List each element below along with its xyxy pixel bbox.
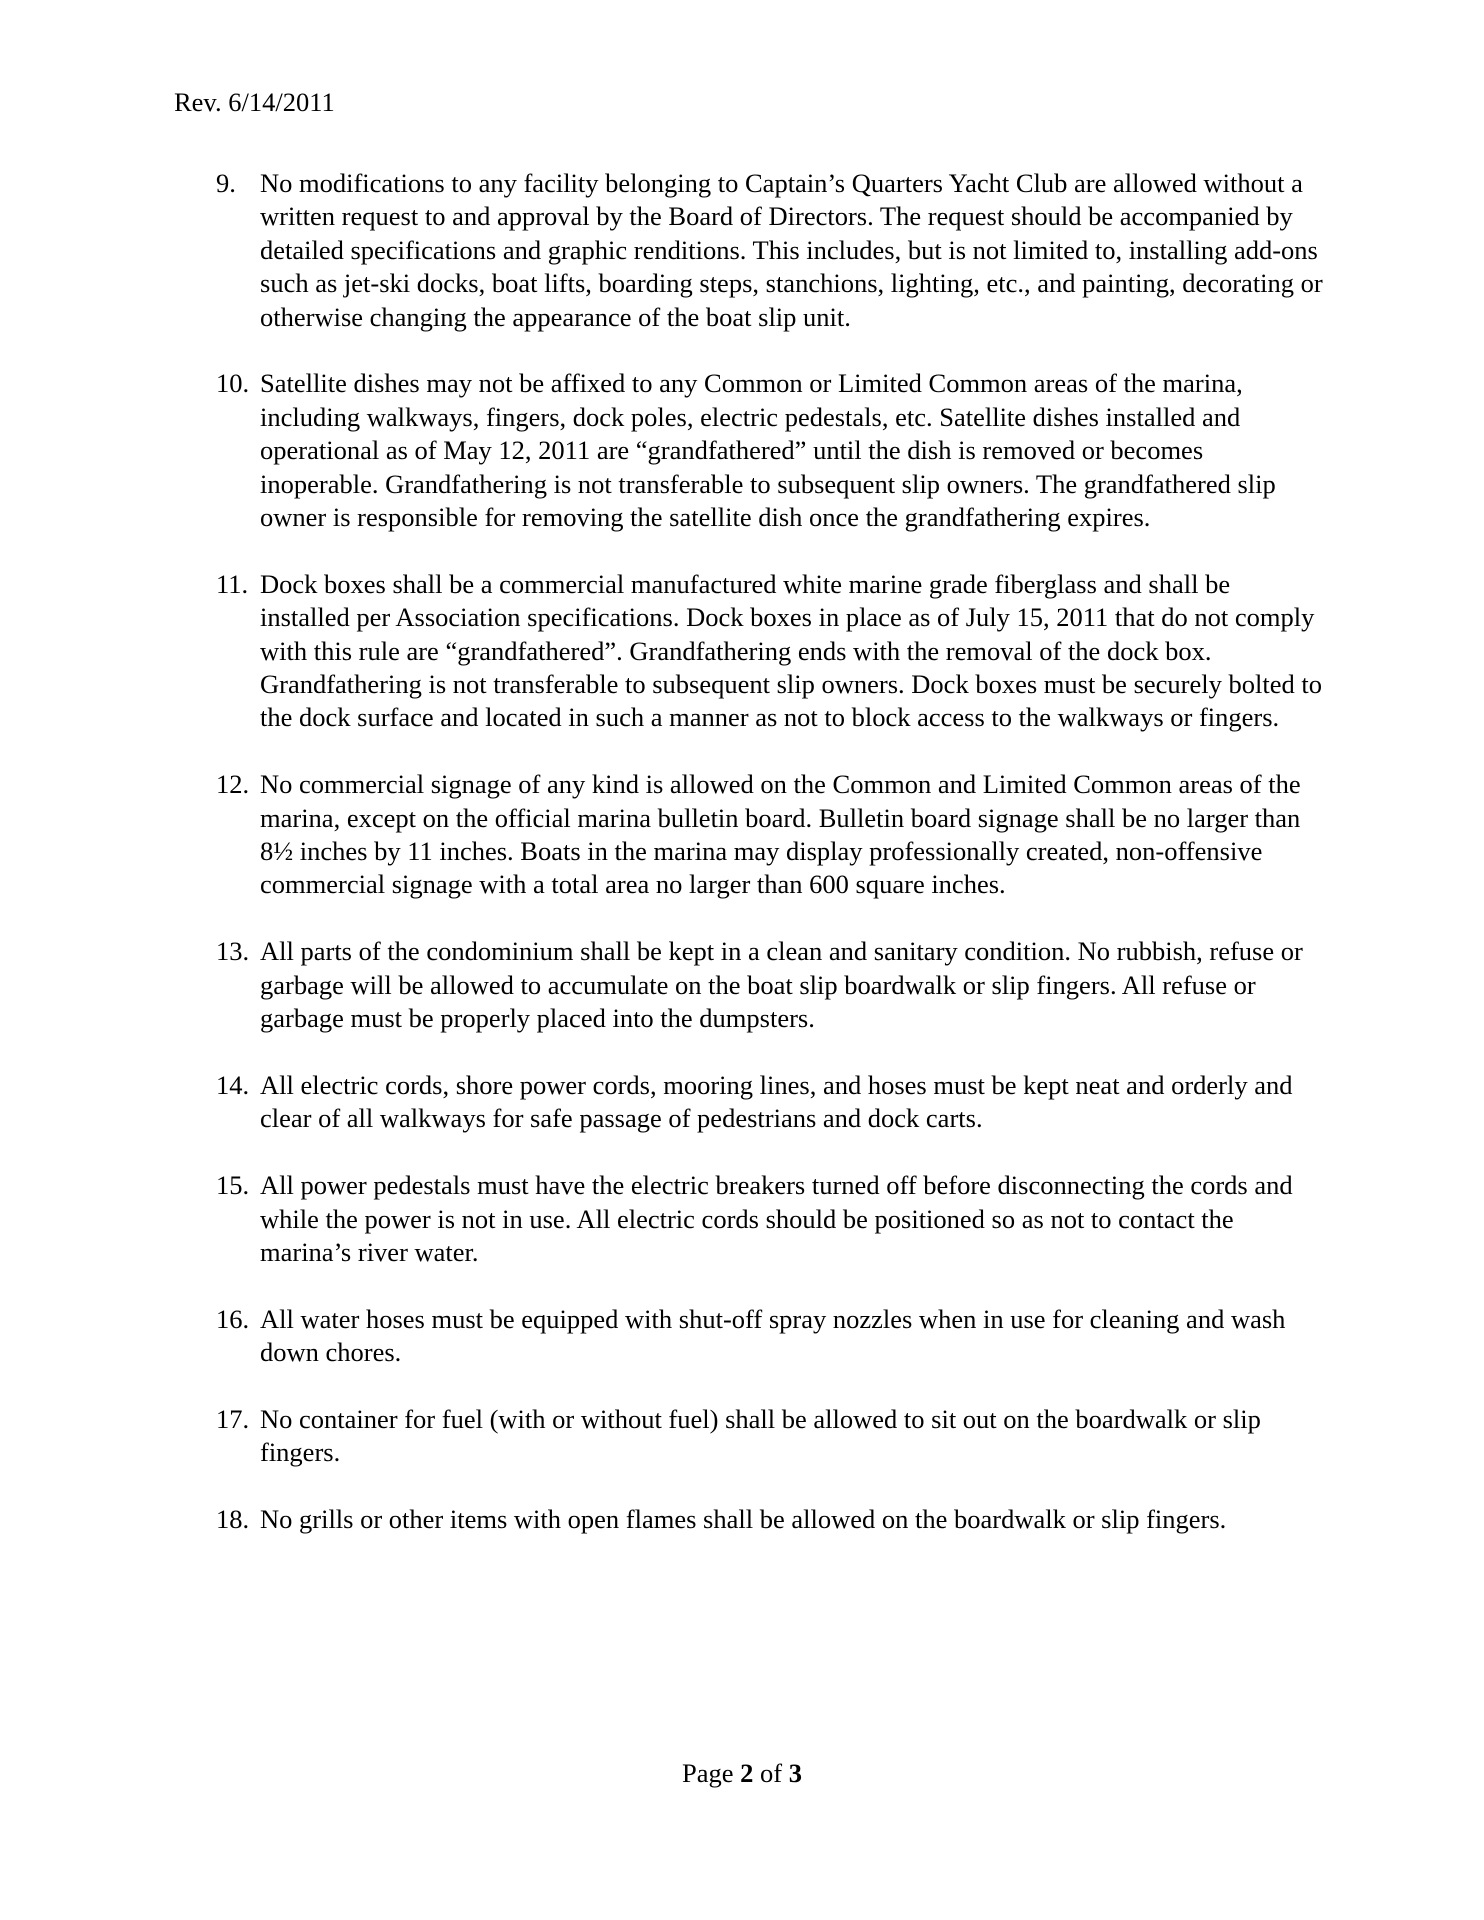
of-word: of bbox=[760, 1758, 783, 1788]
list-item bbox=[216, 1169, 1326, 1269]
rule-text: All electric cords, shore power cords, mooring lines, and hoses must be kept neat and orderly and clear of all walkways for safe passage of pedestrians and dock carts. bbox=[260, 1069, 1293, 1134]
rule-text: All power pedestals must have the electric breakers turned off before disconnecting the cords and while the power is not in use. All electric cords should be positioned so as not to contact the marina’s river water. bbox=[260, 1170, 1293, 1267]
list-item bbox=[216, 1069, 1326, 1136]
rule-text: No modifications to any facility belonging to Captain’s Quarters Yacht Club are allowed without a written request to and approval by the Board of Directors. The request should be accompanied by detailed specifications and graphic renditions. This includes, but is not limited to, installing add-ons such as jet-ski docks, boat lifts, boarding steps, stanchions, lighting, etc., and painting, decorating or otherwise changing the appearance of the boat slip unit. bbox=[260, 168, 1323, 332]
rule-text: Dock boxes shall be a commercial manufactured white marine grade fiberglass and shall be installed per Association specifications. Dock boxes in place as of July 15, 2011 that do not comply with this rule are “grandfathered”. Grandfathering ends with the removal of the dock box. Grandfathering is not transferable to subsequent slip owners. Dock boxes must be securely bolted to the dock surface and located in such a manner as not to block access to the walkways or fingers. bbox=[260, 568, 1322, 733]
list-item bbox=[216, 167, 1326, 334]
rule-number: 10. bbox=[216, 368, 250, 399]
list-item bbox=[216, 1303, 1326, 1370]
rule-text: Satellite dishes may not be affixed to any Common or Limited Common areas of the marina, including walkways, fingers, dock poles, electric pedestals, etc. Satellite dishes installed and operational as of May 12, 2011 are “grandfathered” until the dish is removed or becomes inoperable. Grandfathering is not transferable to subsequent slip owners. The grandfathered slip owner is responsible for removing the satellite dish once the grandfathering expires. bbox=[260, 368, 1276, 533]
rule-text: No container for fuel (with or without fuel) shall be allowed to sit out on the boardwalk or slip fingers. bbox=[260, 1403, 1261, 1468]
rules-list bbox=[216, 167, 1326, 1570]
rule-number: 17. bbox=[216, 1403, 250, 1434]
rule-text: No commercial signage of any kind is allowed on the Common and Limited Common areas of the marina, except on the official marina bulletin board. Bulletin board signage shall be no larger than 8½ inches by 11 inches. Boats in the marina may display professionally created, non-offensive commercial signage with a total area no larger than 600 square inches. bbox=[260, 769, 1301, 900]
revision-date: Rev. 6/14/2011 bbox=[174, 87, 335, 117]
list-item bbox=[216, 367, 1326, 534]
rule-number: 15. bbox=[216, 1170, 250, 1201]
rule-number: 13. bbox=[216, 936, 250, 967]
rule-text: No grills or other items with open flames shall be allowed on the boardwalk or slip fingers. bbox=[260, 1504, 1227, 1535]
page-word: Page bbox=[682, 1758, 734, 1788]
page-footer bbox=[0, 1757, 1484, 1790]
rule-number: 16. bbox=[216, 1303, 250, 1334]
current-page-number: 2 bbox=[740, 1758, 754, 1788]
rule-number: 14. bbox=[216, 1069, 250, 1100]
rule-text: All water hoses must be equipped with shut-off spray nozzles when in use for cleaning and wash down chores. bbox=[260, 1303, 1286, 1368]
list-item bbox=[216, 568, 1326, 735]
rule-number: 11. bbox=[216, 568, 249, 599]
total-pages-number: 3 bbox=[788, 1758, 802, 1788]
rule-number: 12. bbox=[216, 769, 250, 800]
rule-text: All parts of the condominium shall be kept in a clean and sanitary condition. No rubbish, refuse or garbage will be allowed to accumulate on the boat slip boardwalk or slip fingers. All refuse or garbage must be properly placed into the dumpsters. bbox=[260, 936, 1303, 1034]
rule-number: 18. bbox=[216, 1504, 250, 1535]
rule-number: 9. bbox=[216, 168, 236, 198]
list-item bbox=[216, 1403, 1326, 1470]
list-item bbox=[216, 1503, 1326, 1536]
list-item bbox=[216, 935, 1326, 1035]
list-item bbox=[216, 768, 1326, 902]
